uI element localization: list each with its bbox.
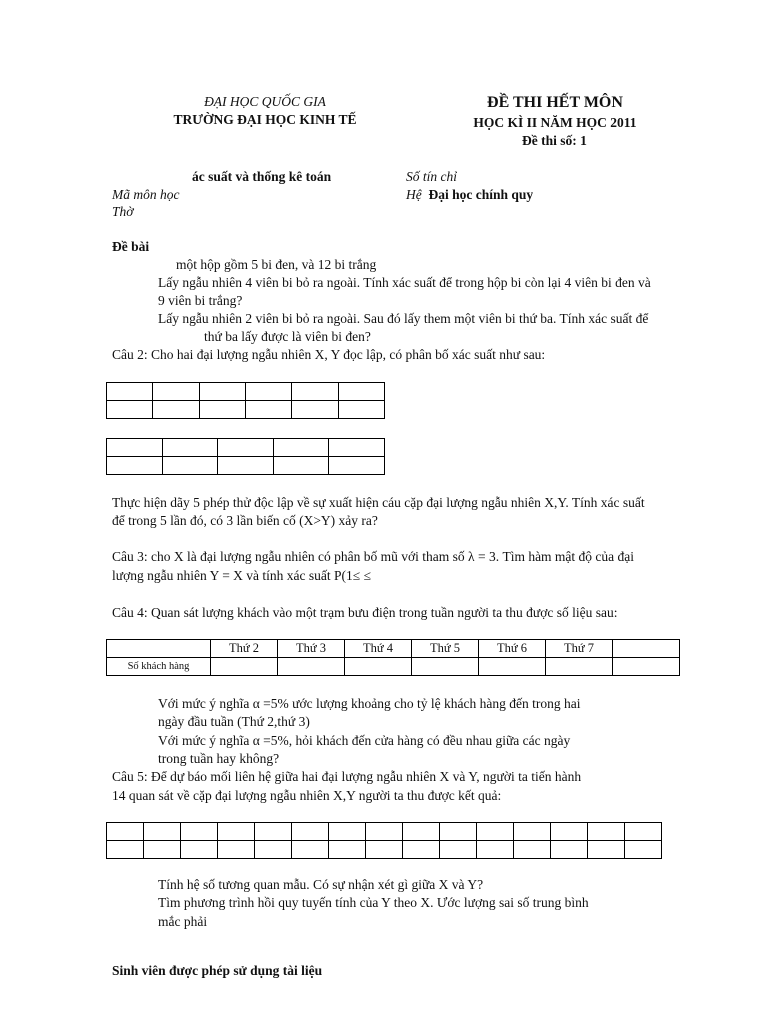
q5-table [106,822,662,859]
exam-number: Đề thi số: 1 [522,133,587,148]
q1a-line1: Lấy ngẫu nhiên 4 viên bi bỏ ra ngoài. Tính xác suất để trong hộp bi còn lại 4 viên bi đen và [158,275,651,290]
system-value: Đại học chính quy [428,187,534,202]
q5-line1: Câu 5: Để dự báo mối liên hệ giữa hai đại lượng ngẫu nhiên X và Y, người ta tiến hành [112,769,582,784]
table-header-cell: Thứ 7 [546,640,613,658]
q4-line1: Câu 4: Quan sát lượng khách vào một trạm bưu điện trong tuần người ta thu được số liệu sau: [112,605,618,620]
q5b-line2: mắc phải [158,914,208,929]
system-label: Hệ [406,187,422,202]
course-code-label: Mã môn học [112,187,180,202]
q4a-line1: Với mức ý nghĩa α =5% ước lượng khoảng cho tỷ lệ khách hàng đến trong hai [158,696,581,711]
subject-name: ác suất và thống kê toán [192,169,332,184]
q2-table-x [106,382,385,419]
table-row-label: Số khách hàng [107,658,211,676]
q4a-line2: ngày đầu tuần (Thứ 2,thứ 3) [158,714,310,729]
table-header-cell: Thứ 3 [278,640,345,658]
q2-line3: để trong 5 lần đó, có 3 lần biến cố (X>Y) xảy ra? [112,513,378,528]
table-header-cell: Thứ 6 [479,640,546,658]
q1a-line2: 9 viên bi trắng? [158,293,243,308]
q1b-line2: thứ ba lấy được là viên bi đen? [204,329,371,344]
q4-table [106,639,680,676]
q4b-line2: trong tuần hay không? [158,751,280,766]
table-header-cell [613,640,680,658]
table-header-cell: Thứ 5 [412,640,479,658]
section-heading: Đề bài [112,239,150,254]
q1b-line1: Lấy ngẫu nhiên 2 viên bi bỏ ra ngoài. Sau đó lấy them một viên bi thứ ba. Tính xác suất để [158,311,649,326]
faculty-name: TRƯỜNG ĐẠI HỌC KINH TẾ [173,112,357,127]
q2-table-y [106,438,385,475]
table-header-cell: Thứ 4 [345,640,412,658]
q5a-line: Tính hệ số tương quan mẫu. Có sự nhận xét gì giữa X và Y? [158,877,484,892]
q5b-line1: Tìm phương trình hồi quy tuyến tính của Y theo X. Ước lượng sai số trung bình [158,895,589,910]
q1-intro: một hộp gồm 5 bi đen, và 12 bi trắng [176,257,377,272]
time-label: Thờ [112,204,134,219]
q2-line2: Thực hiện dãy 5 phép thử độc lập về sự xuất hiện cáu cặp đại lượng ngẫu nhiên X,Y. Tính xác suất [112,495,645,510]
q2-line1: Câu 2: Cho hai đại lượng ngẫu nhiên X, Y đọc lập, có phân bố xác suất như sau: [112,347,546,362]
credits-label: Số tín chỉ [406,169,457,184]
exam-title: ĐỀ THI HẾT MÔN [487,94,623,111]
q3-line1: Câu 3: cho X là đại lượng ngẫu nhiên có phân bố mũ với tham số λ = 3. Tìm hàm mật độ của đại [112,549,635,564]
table-header-cell: Thứ 2 [211,640,278,658]
university-name: ĐẠI HỌC QUỐC GIA [204,94,326,109]
semester-line: HỌC KÌ II NĂM HỌC 2011 [473,115,637,130]
system-line [406,188,533,202]
q4b-line1: Với mức ý nghĩa α =5%, hỏi khách đến cửa hàng có đều nhau giữa các ngày [158,733,571,748]
table-header-cell [107,640,211,658]
q5-line2: 14 quan sát về cặp đại lượng ngẫu nhiên X,Y người ta thu được kết quả: [112,788,502,803]
q3-line2: lượng ngẫu nhiên Y = X và tính xác suất P(1≤ ≤ [112,568,371,583]
footer-note: Sinh viên được phép sử dụng tài liệu [112,963,323,978]
